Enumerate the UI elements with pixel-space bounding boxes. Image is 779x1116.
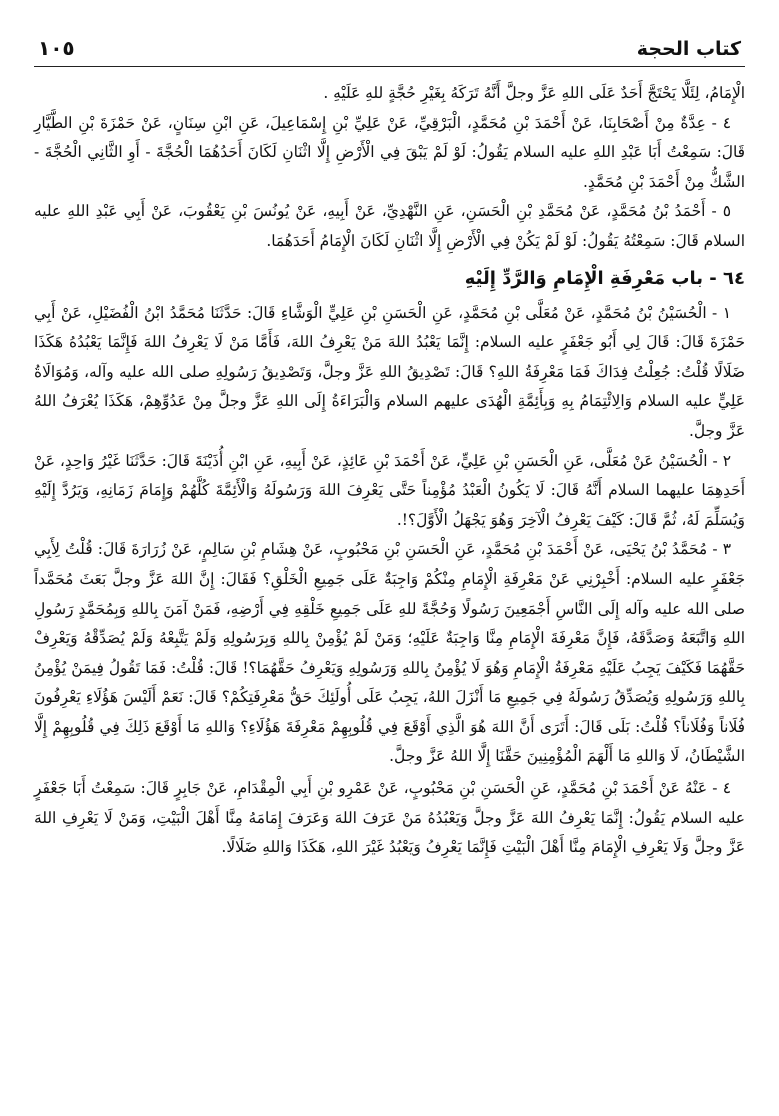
running-header <box>34 22 745 60</box>
hadith-paragraph: ٤ - عَنْهُ عَنْ أَحْمَدَ بْنِ مُحَمَّدٍ، عَنِ الْحَسَنِ بْنِ مَحْبُوبٍ، عَنْ عَمْرِو بْنِ أَبِي الْمِقْدَامِ، عَنْ جَابِرٍ قَالَ: سَمِعْتُ أَبَا جَعْفَرٍ عليه السلام يَقُولُ: إِنَّمَا يَعْرِفُ اللهَ عَزَّ وجلَّ وَيَعْبُدُهُ مَنْ عَرَفَ اللهَ وَعَرَفَ إِمَامَهُ مِنَّا أَهْلَ الْبَيْتِ، وَمَنْ لَا يَعْرِفِ اللهَ عَزَّ وجلَّ وَلَا يَعْرِفِ الْإِمَامَ مِنَّا أَهْلَ الْبَيْتِ فَإِنَّمَا يَعْرِفُ وَيَعْبُدُ غَيْرَ اللهِ، هَكَذَا وَاللهِ ضَلَالًا. <box>34 779 745 857</box>
book-page <box>34 22 745 1106</box>
hadith-paragraph: ٢ - الْحُسَيْنُ عَنْ مُعَلَّى، عَنِ الْحَسَنِ بْنِ عَلِيٍّ، عَنْ أَحْمَدَ بْنِ عَائِذٍ، عَنْ أَبِيهِ، عَنِ ابْنِ أُذَيْنَةَ قَالَ: حَدَّثَنَا غَيْرُ وَاحِدٍ، عَنْ أَحَدِهِمَا عليهما السلام أَنَّهُ قَالَ: لَا يَكُونُ الْعَبْدُ مُؤْمِناً حَتَّى يَعْرِفَ اللهَ وَرَسُولَهُ وَالْأَئِمَّةَ كُلَّهُمْ وَإِمَامَ زَمَانِهِ، وَيَرُدَّ إِلَيْهِ وَيُسَلِّمَ لَهُ، ثُمَّ قَالَ: كَيْفَ يَعْرِفُ الْآخِرَ وَهُوَ يَجْهَلُ الْأَوَّلَ؟!. <box>34 451 745 529</box>
hadith-paragraph: ٣ - مُحَمَّدُ بْنُ يَحْيَى، عَنْ أَحْمَدَ بْنِ مُحَمَّدٍ، عَنِ الْحَسَنِ بْنِ مَحْبُوبٍ، عَنْ هِشَامِ بْنِ سَالِمٍ، عَنْ زُرَارَةَ قَالَ: قُلْتُ لِأَبِي جَعْفَرٍ عليه السلام: أَخْبِرْنِي عَنْ مَعْرِفَةِ الْإِمَامِ مِنْكُمْ وَاجِبَةٌ عَلَى جَمِيعِ الْخَلْقِ؟ فَقَالَ: إِنَّ اللهَ عَزَّ وجلَّ بَعَثَ مُحَمَّداً صلى الله عليه وآله إِلَى النَّاسِ أَجْمَعِينَ رَسُولًا وَحُجَّةً للهِ عَلَى جَمِيعِ خَلْقِهِ فِي أَرْضِهِ، فَمَنْ آمَنَ بِاللهِ وَبِمُحَمَّدٍ رَسُولِ اللهِ وَاتَّبَعَهُ وَصَدَّقَهُ، فَإِنَّ مَعْرِفَةَ الْإِمَامِ مِنَّا وَاجِبَةٌ عَلَيْهِ؛ وَمَنْ لَمْ يُؤْمِنْ بِاللهِ وَبِرَسُولِهِ وَلَمْ يَتَّبِعْهُ وَلَمْ يُصَدِّقْهُ وَيَعْرِفْ حَقَّهُمَا فَكَيْفَ يَجِبُ عَلَيْهِ مَعْرِفَةُ الْإِمَامِ وَهُوَ لَا يُؤْمِنُ بِاللهِ وَرَسُولِهِ وَيَعْرِفُ حَقَّهُمَا؟! قَالَ: قُلْتُ: فَمَا تَقُولُ فِيمَنْ يُؤْمِنُ بِاللهِ وَرَسُولِهِ وَيُصَدِّقُ رَسُولَهُ فِي جَمِيعِ مَا أَنْزَلَ اللهُ، يَجِبُ عَلَى أُولَئِكَ حَقُّ مَعْرِفَتِكُمْ؟ قَالَ: نَعَمْ أَلَيْسَ هَؤُلَاءِ يَعْرِفُونَ فُلَاناً وَفُلَاناً؟ قُلْتُ: بَلَى قَالَ: أَتَرَى أَنَّ اللهَ هُوَ الَّذِي أَوْقَعَ فِي قُلُوبِهِمْ مَعْرِفَةَ هَؤُلَاءِ؟ وَاللهِ مَا أَوْقَعَ ذَلِكَ فِي قُلُوبِهِمْ إِلَّا الشَّيْطَانُ، لَا وَاللهِ مَا أَلْهَمَ الْمُؤْمِنِينَ حَقَّنَا إِلَّا اللهُ عَزَّ وجلَّ. <box>34 540 745 766</box>
paragraph: الْإِمَامُ، لِئَلَّا يَحْتَجَّ أَحَدٌ عَلَى اللهِ عَزَّ وجلَّ أَنَّهُ تَرَكَهُ بِغَيْرِ حُجَّةٍ للهِ عَلَيْهِ . <box>323 84 745 102</box>
header-divider <box>34 66 745 67</box>
book-title: كتاب الحجة <box>636 38 741 60</box>
chapter-heading: ٦٤ - باب مَعْرِفَةِ الْإِمَامِ وَالرَّدِّ إِلَيْهِ <box>464 267 745 289</box>
page-body <box>34 79 745 863</box>
hadith-paragraph: ١ - الْحُسَيْنُ بْنُ مُحَمَّدٍ، عَنْ مُعَلَّى بْنِ مُحَمَّدٍ، عَنِ الْحَسَنِ بْنِ عَلِيٍّ الْوَشَّاءِ قَالَ: حَدَّثَنَا مُحَمَّدُ ابْنُ الْفُضَيْلِ، عَنْ أَبِي حَمْزَةَ قَالَ: قَالَ لِي أَبُو جَعْفَرٍ عليه السلام: إِنَّمَا يَعْبُدُ اللهَ مَنْ يَعْرِفُ اللهَ، فَأَمَّا مَنْ لَا يَعْرِفُ اللهَ فَإِنَّمَا يَعْبُدُهُ هَكَذَا ضَلَالًا قُلْتُ: جُعِلْتُ فِدَاكَ فَمَا مَعْرِفَةُ اللهِ؟ قَالَ: تَصْدِيقُ اللهِ عَزَّ وجلَّ، وَتَصْدِيقُ رَسُولِهِ صلى الله عليه وآله، وَمُوَالَاةُ عَلِيٍّ عليه السلام وَالِائْتِمَامُ بِهِ وَبِأَئِمَّةِ الْهُدَى عليهم السلام وَالْبَرَاءَةُ إِلَى اللهِ عَزَّ وجلَّ مِنْ عَدُوِّهِمْ، هَكَذَا يُعْرَفُ اللهُ عَزَّ وجلَّ. <box>34 303 745 440</box>
hadith-paragraph: ٤ - عِدَّةٌ مِنْ أَصْحَابِنَا، عَنْ أَحْمَدَ بْنِ مُحَمَّدٍ، الْبَرْقِيِّ، عَنْ عَلِيِّ بْنِ إِسْمَاعِيلَ، عَنِ ابْنِ سِنَانٍ، عَنْ حَمْزَةَ بْنِ الطَّيَّارِ قَالَ: سَمِعْتُ أَبَا عَبْدِ اللهِ عليه السلام يَقُولُ: لَوْ لَمْ يَبْقَ فِي الْأَرْضِ إِلَّا اثْنَانِ لَكَانَ أَحَدُهُمَا الْحُجَّةَ - أَوِ الثَّانِي الْحُجَّةَ - الشَّكُّ مِنْ أَحْمَدَ بْنِ مُحَمَّدٍ. <box>34 113 745 191</box>
hadith-paragraph: ٥ - أَحْمَدُ بْنُ مُحَمَّدٍ، عَنْ مُحَمَّدِ بْنِ الْحَسَنِ، عَنِ النَّهْدِيِّ، عَنْ أَبِيهِ، عَنْ يُونُسَ بْنِ يَعْقُوبَ، عَنْ أَبِي عَبْدِ اللهِ عليه السلام قَالَ: سَمِعْتُهُ يَقُولُ: لَوْ لَمْ يَكُنْ فِي الْأَرْضِ إِلَّا اثْنَانِ لَكَانَ الْإِمَامُ أَحَدَهُمَا. <box>34 202 745 250</box>
page-number: ١٠٥ <box>38 36 75 60</box>
